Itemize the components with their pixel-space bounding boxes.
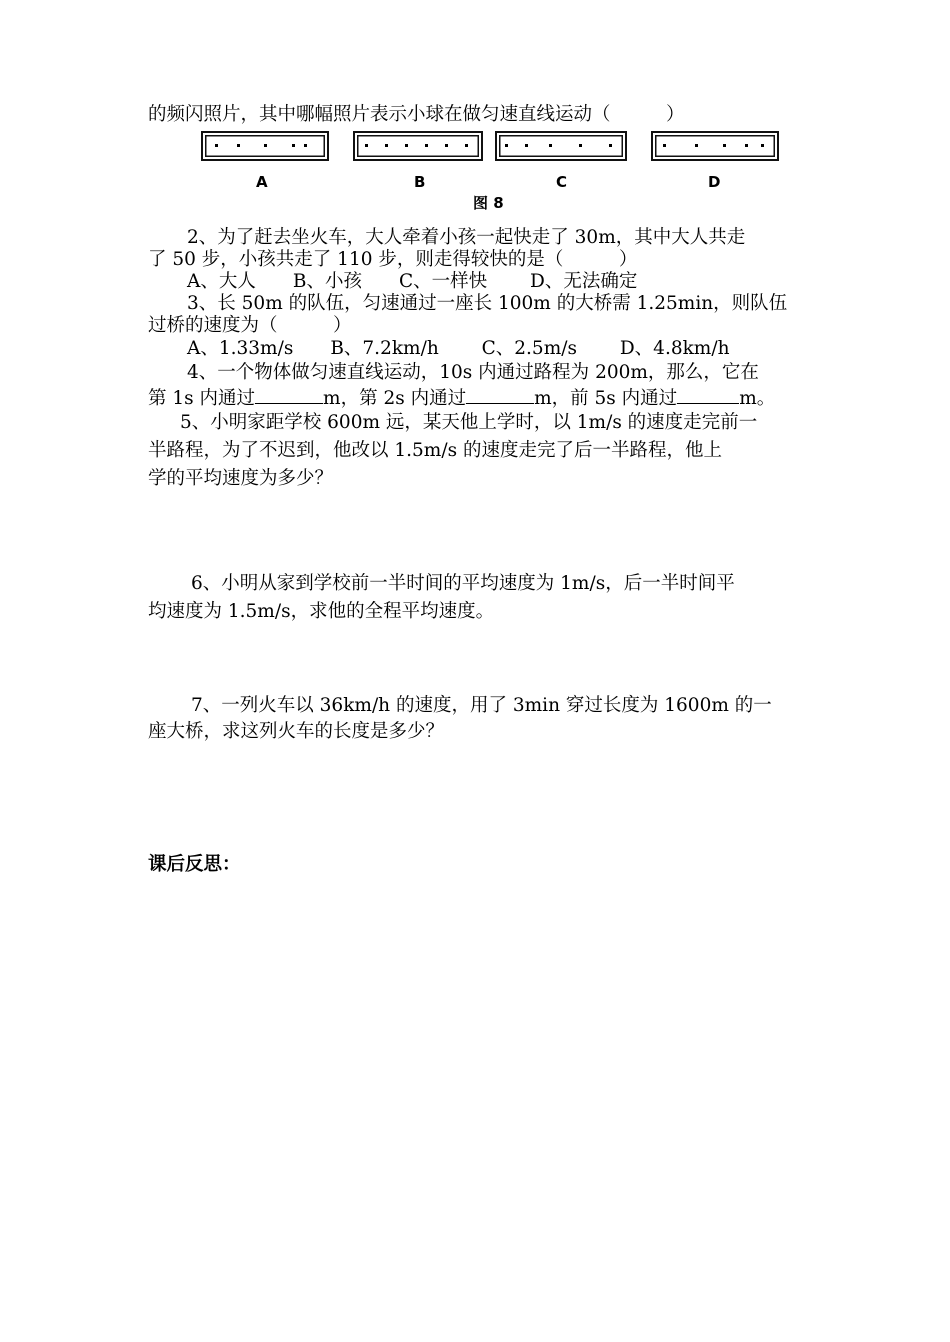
q7-line-2: 座大桥，求这列火车的长度是多少？ — [148, 721, 445, 742]
ball-dot — [304, 144, 307, 147]
photo-a-label: A — [256, 173, 268, 191]
photo-a-frame — [201, 131, 329, 161]
q1-stem-tail: 的频闪照片，其中哪幅照片表示小球在做匀速直线运动（ ） — [148, 104, 685, 125]
q4-line-2 — [148, 385, 775, 411]
photo-d-frame — [651, 131, 779, 161]
q5-line-2: 半路程，为了不迟到，他改以 1.5m/s 的速度走完了后一半路程，他上 — [148, 440, 722, 461]
strobe-photo-figure — [195, 128, 795, 218]
ball-dot — [723, 144, 726, 147]
ball-dot — [505, 144, 508, 147]
figure-caption: 图 8 — [473, 194, 504, 212]
q6-line-1: 6、小明从家到学校前一半时间的平均速度为 1m/s，后一半时间平 — [191, 573, 735, 594]
ball-dot — [292, 144, 295, 147]
ball-dot — [761, 144, 764, 147]
ball-dot — [745, 144, 748, 147]
photo-b-label: B — [414, 173, 426, 191]
ball-dot — [525, 144, 528, 147]
q2-options: A、大人 B、小孩 C、一样快 D、无法确定 — [187, 271, 638, 292]
q4-text-2: m，第 2s 内通过 — [323, 388, 467, 409]
q3-line-1: 3、长 50m 的队伍，匀速通过一座长 100m 的大桥需 1.25min，则队伍 — [187, 293, 788, 314]
ball-dot — [215, 144, 218, 147]
ball-dot — [385, 144, 388, 147]
answer-blank — [466, 385, 534, 404]
ball-dot — [609, 144, 612, 147]
q4-text-1: 第 1s 内通过 — [148, 388, 256, 409]
photo-c-frame — [495, 131, 627, 161]
ball-dot — [425, 144, 428, 147]
ball-dot — [264, 144, 267, 147]
ball-dot — [549, 144, 552, 147]
ball-dot — [445, 144, 448, 147]
photo-b-frame — [353, 131, 483, 161]
q3-options: A、1.33m/s B、7.2km/h C、2.5m/s D、4.8km/h — [187, 338, 730, 359]
q4-text-3: m，前 5s 内通过 — [534, 388, 678, 409]
ball-dot — [365, 144, 368, 147]
q4-line-1: 4、一个物体做匀速直线运动，10s 内通过路程为 200m，那么，它在 — [187, 362, 759, 383]
ball-dot — [405, 144, 408, 147]
photo-c-label: C — [556, 173, 568, 191]
ball-dot — [465, 144, 468, 147]
reflection-heading: 课后反思： — [148, 854, 241, 875]
ball-dot — [663, 144, 666, 147]
ball-dot — [237, 144, 240, 147]
q3-line-2: 过桥的速度为（ ） — [148, 315, 352, 336]
ball-dot — [695, 144, 698, 147]
q6-line-2: 均速度为 1.5m/s，求他的全程平均速度。 — [148, 601, 495, 622]
q5-line-3: 学的平均速度为多少？ — [148, 468, 334, 489]
photo-d-label: D — [708, 173, 721, 191]
q5-line-1: 5、小明家距学校 600m 远，某天他上学时，以 1m/s 的速度走完前一 — [180, 412, 758, 433]
q7-line-1: 7、一列火车以 36km/h 的速度，用了 3min 穿过长度为 1600m 的一 — [191, 695, 772, 716]
answer-blank — [677, 385, 739, 404]
q2-line-1: 2、为了赶去坐火车，大人牵着小孩一起快走了 30m，其中大人共走 — [187, 227, 746, 248]
q2-line-2: 了 50 步，小孩共走了 110 步，则走得较快的是（ ） — [148, 249, 638, 270]
ball-dot — [579, 144, 582, 147]
answer-blank — [255, 385, 323, 404]
q4-text-4: m。 — [739, 388, 776, 409]
